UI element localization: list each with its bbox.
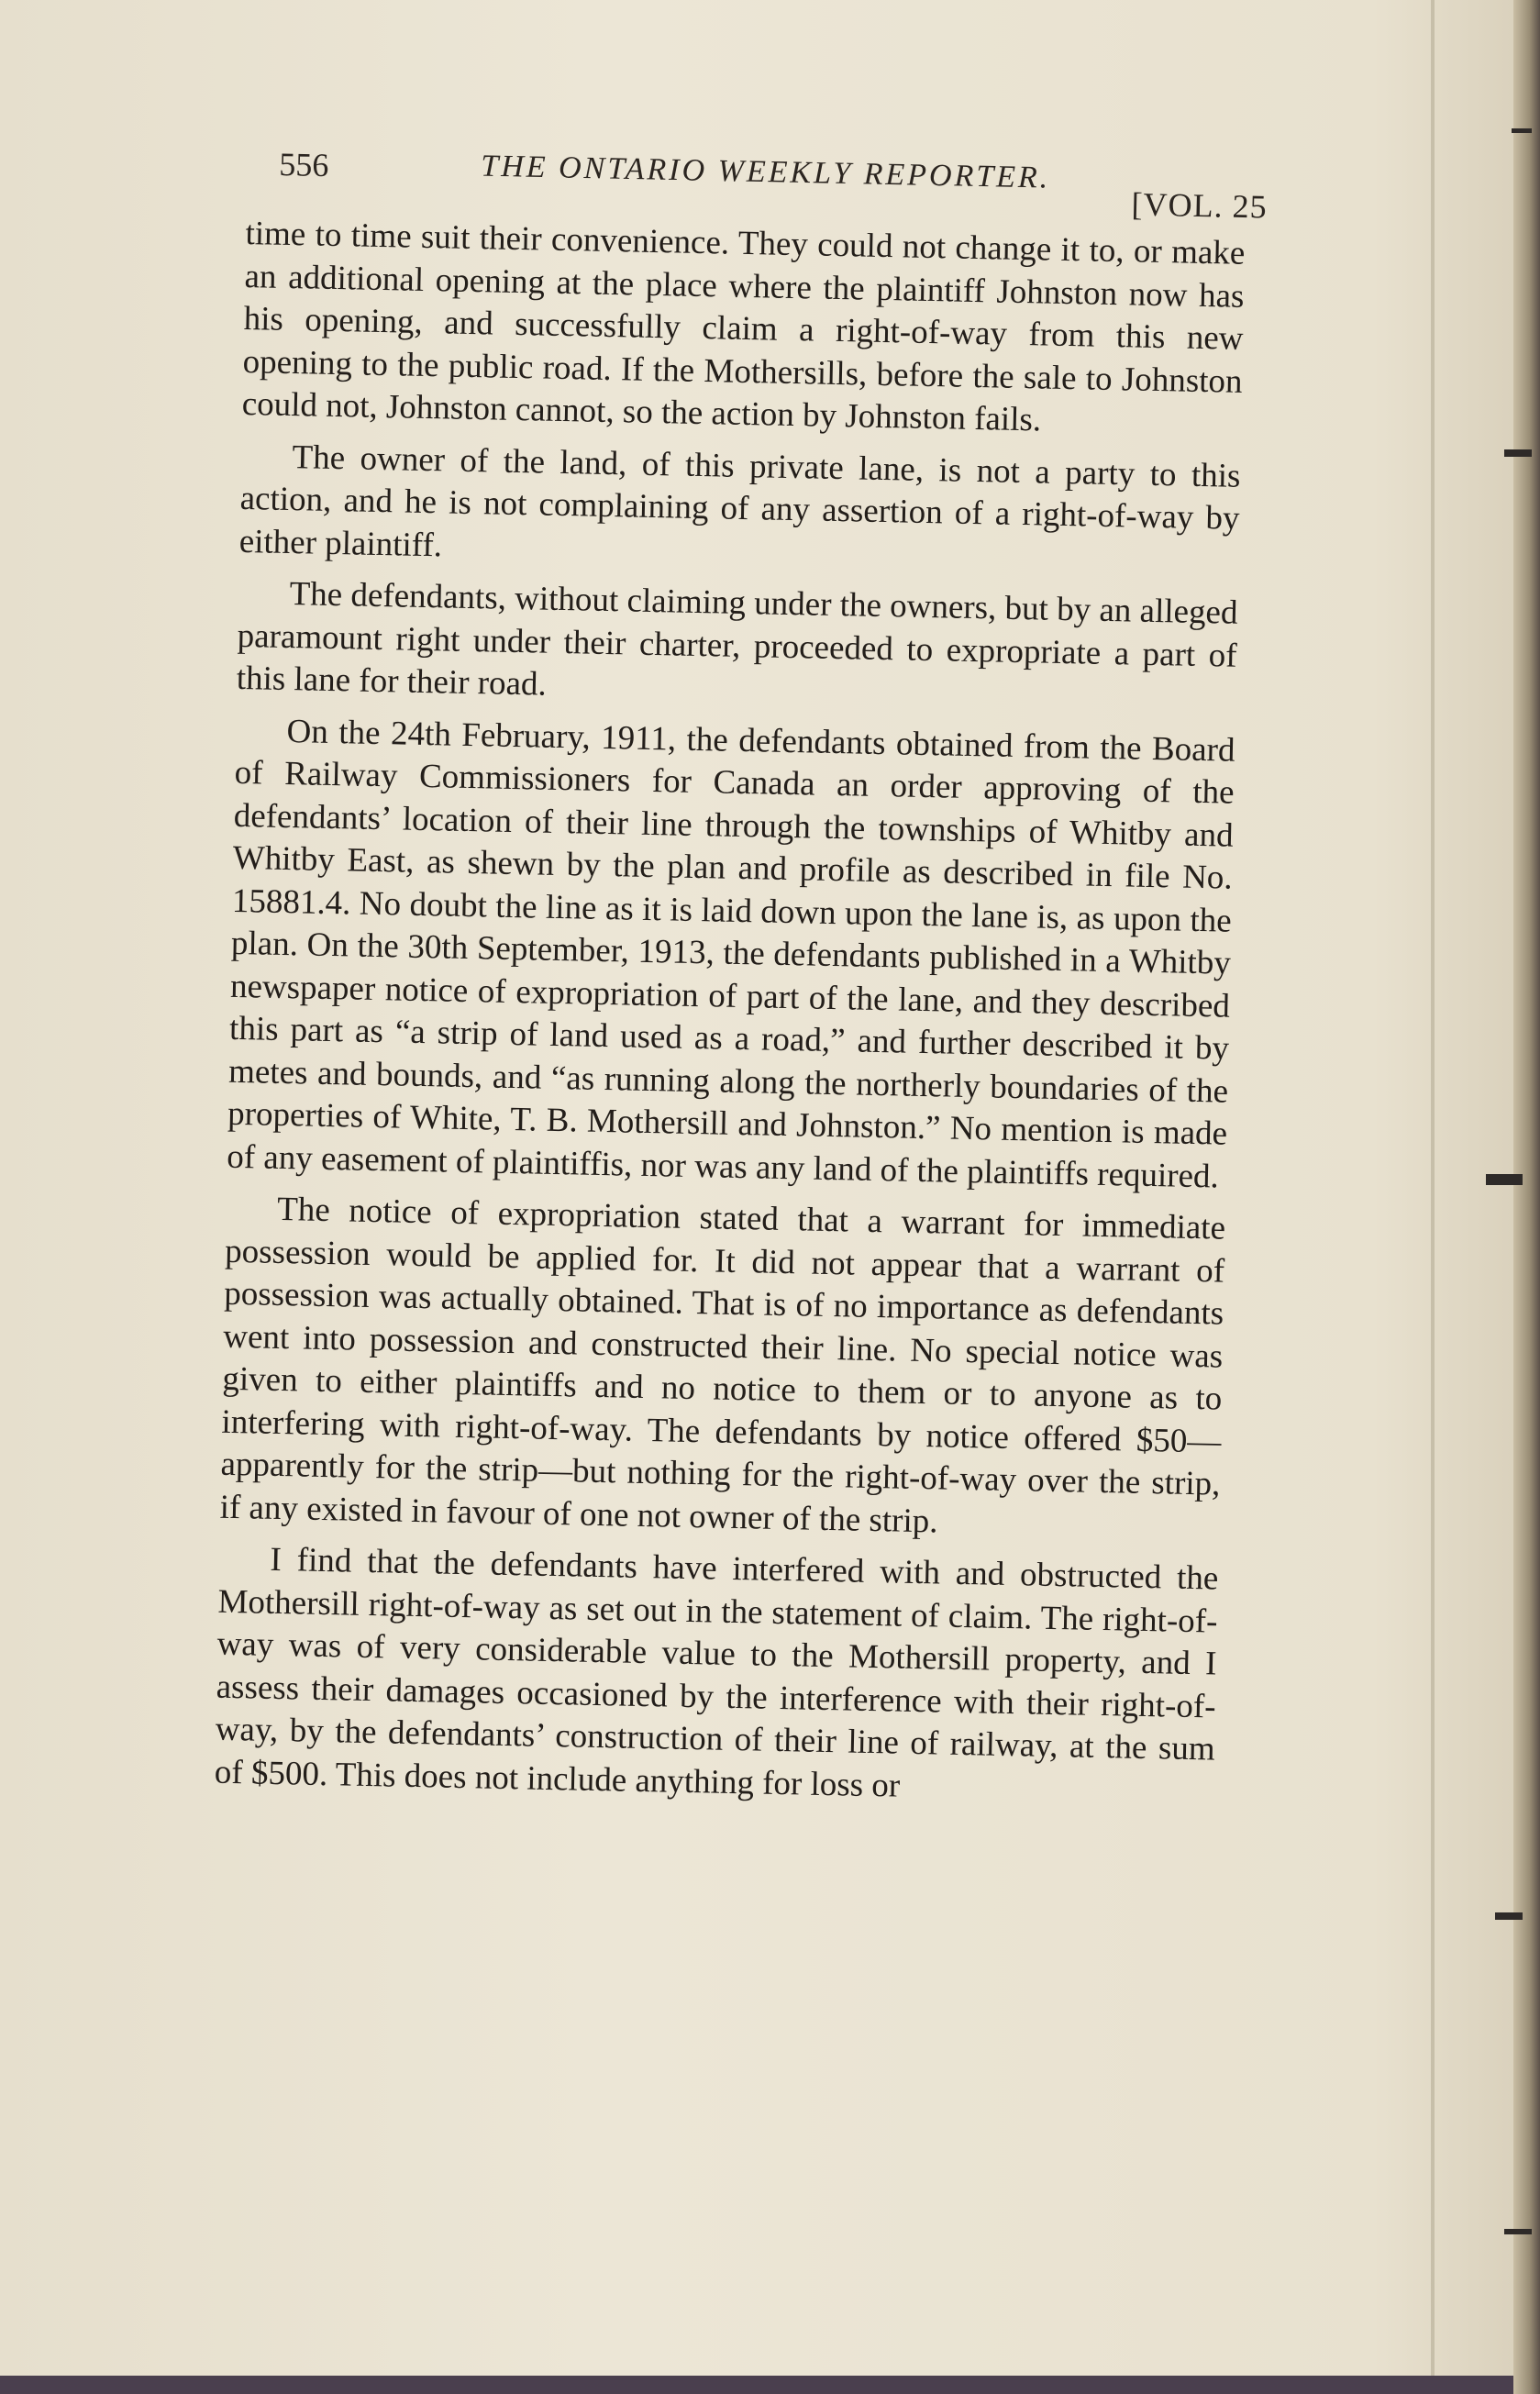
paragraph-3: The defendants, without claiming under the owners, but by an alleged paramount right under their charter, proceeded to expropriate a part of this lane for their road. [236,575,1238,704]
binding-thread-mark [1504,449,1532,457]
paragraph-5: The notice of expropriation stated that a warrant for immediate possession would be applied for. It did not appear that a warrant of possession was actually obtained. That is of no importance as defendants went into possession and constructed their line. No special notice was given to either plaintiffs and no notice to them or to anyone as to interfering with right-of-way. The defendants by notice offered $50—apparently for the strip—but nothing for the right-of-way over the strip, if any existed in favour of one not owner of the strip. [219,1190,1226,1540]
paragraph-4: On the 24th February, 1911, the defendants obtained from the Board of Railway Commissioners for Canada an order approving of the defendants’ location of their line through the townships of Whitby and Whitby East, as shewn by the plan and profile as described in file No. 15881.4. No doubt the line as it is laid down upon the lane is, as upon the plan. On the 30th September, 1913, the defendants published in a Whitby newspaper notice of expropriation of part of the lane, and they described this part as “a strip of land used as a road,” and further described it by metes and bounds, and “as running along the northerly boundaries of the properties of White, T. B. Mothersill and Johnston.” No mention is made of any easement of plaintiffis, nor was any land of the plaintiffs required. [226,712,1235,1195]
page-edge-shadow [1513,0,1540,2394]
page-fold-shadow [1431,0,1435,2376]
binding-thread-mark [1486,1174,1523,1185]
binding-thread-mark [1512,128,1532,133]
binding-thread-mark [1495,1912,1523,1920]
paragraph-2: The owner of the land, of this private lane, is not a party to this action, and he is not complaining of any assertion of a right-of-way by either plaintiff. [238,438,1241,564]
running-title: THE ONTARIO WEEKLY REPORTER. [481,149,1051,195]
page-number: 556 [278,145,329,184]
running-header [278,138,1280,226]
paragraph-1: time to time suit their convenience. They could not change it to, or make an additional opening at the place where the plaintiff Johnston now has his opening, and successfully claim a right-of-way from this new opening to the public road. If the Mothersills, before the sale to Johnston could not, Johnston cannot, so the action by Johnston fails. [241,214,1246,439]
binding-thread-mark [1504,2229,1532,2234]
volume-label: [VOL. 25 [1131,185,1269,226]
page-body-text [214,213,1246,1823]
paragraph-6: I find that the defendants have interfered with and obstructed the Mothersill right-of-way as set out in the statement of claim. The right-of-way was of very considerable value to the Mothersill property, and I assess their damages occasioned by the interference with their right-of-way, by the defendants’ construction of their line of railway, at the sum of $500. This does not include anything for loss or [214,1540,1219,1805]
